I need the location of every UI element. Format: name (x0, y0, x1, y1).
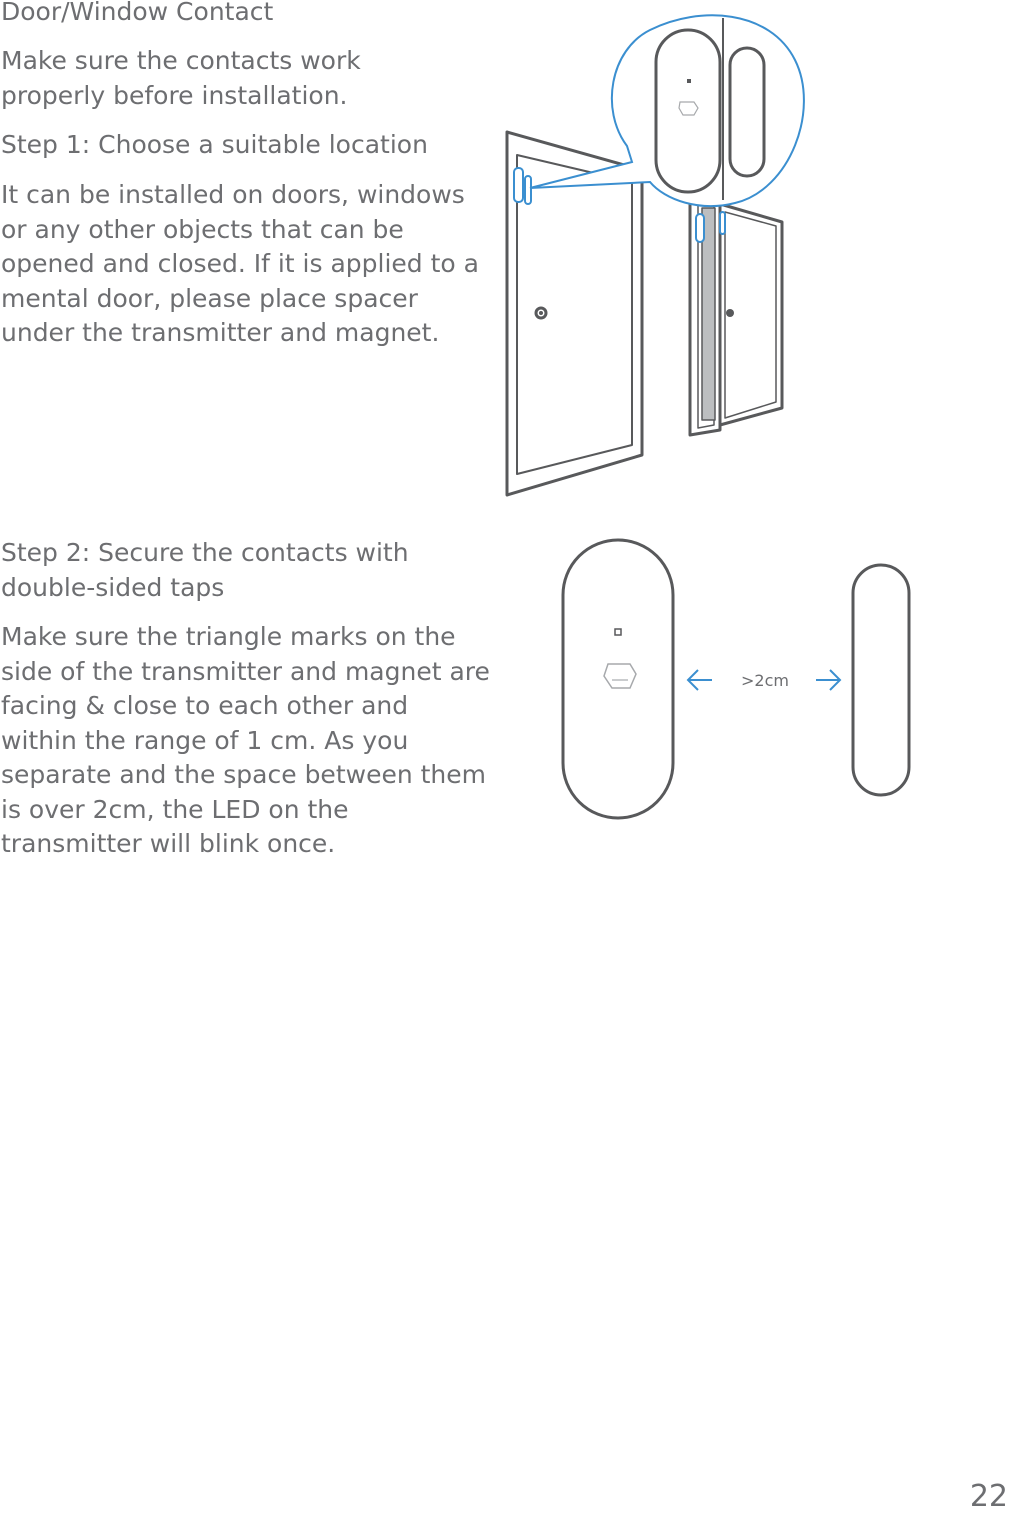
right-door-magnet (720, 212, 725, 234)
magnet-body (853, 565, 909, 795)
step2-body: Make sure the triangle marks on the side of the transmitter and magnet are facing & close to each other and within the range of 1 cm. As you separate and the space between them is over 2cm, the LED on the transmitter will blink once. (1, 622, 490, 858)
left-door-transmitter (514, 168, 523, 202)
right-door-transmitter (696, 214, 704, 242)
page-title: Door/Window Contact (1, 0, 274, 26)
step2-heading: Step 2: Secure the contacts with double-sided taps (1, 538, 409, 602)
distance-label: >2cm (741, 671, 789, 690)
step1-heading: Step 1: Choose a suitable location (1, 130, 428, 159)
callout-magnet (730, 48, 764, 176)
page-number: 22 (969, 1479, 1008, 1514)
left-door-magnet (525, 176, 531, 204)
right-arrow-icon (816, 670, 840, 690)
left-door-panel (517, 155, 632, 474)
step1-body: It can be installed on doors, windows or any other objects that can be opened and closed. If it is applied to a mental door, please place spacer under the transmitter and magnet. (1, 180, 479, 347)
right-door-knob (726, 309, 734, 317)
zoom-callout (530, 15, 804, 206)
intro-text: Make sure the contacts work properly before installation. (1, 46, 361, 110)
left-arrow-icon (688, 670, 712, 690)
callout-led (687, 79, 691, 83)
transmitter-body (563, 540, 673, 818)
callout-transmitter (656, 30, 720, 192)
separation-illustration (563, 540, 909, 818)
